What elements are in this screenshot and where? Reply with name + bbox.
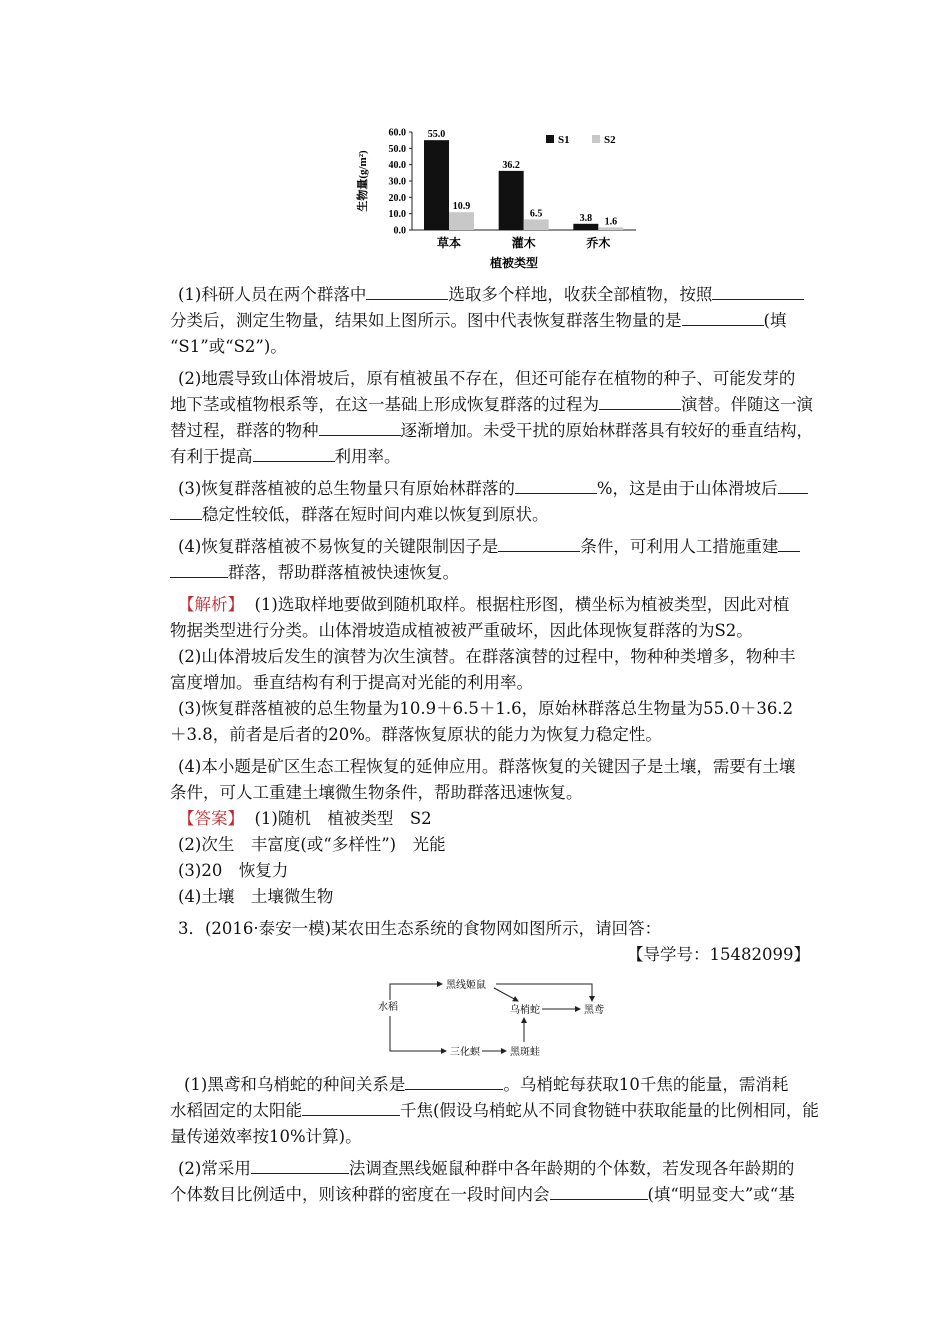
legend-label-s2: S2 xyxy=(604,134,616,146)
q2-p2-line2 xyxy=(170,392,813,418)
text: 法调查黑线姬鼠种群中各年龄期的个体数，若发现各年龄期的 xyxy=(348,1159,795,1178)
answer-blank xyxy=(253,447,335,462)
q2-p4-line1 xyxy=(178,534,818,560)
text: 条件，可利用人工措施重建 xyxy=(580,537,779,556)
node-snake: 乌梢蛇 xyxy=(510,1005,540,1016)
q2-p4-line2 xyxy=(170,560,810,586)
arrow-rice-borer xyxy=(390,1016,446,1051)
text: 稳定性较低，群落在短时间内难以恢复到原状。 xyxy=(202,505,549,524)
bar-s2 xyxy=(449,212,474,230)
q3-p1-line1 xyxy=(184,1072,824,1098)
text: 千焦(假设乌梢蛇从不同食物链中获取能量的比例相同，能 xyxy=(400,1101,819,1120)
text: 群落，帮助群落植被快速恢复。 xyxy=(228,563,459,582)
bar-s2 xyxy=(524,219,549,230)
node-borer: 三化螟 xyxy=(450,1047,480,1058)
answer-blank xyxy=(366,285,448,300)
q3-p1-line3: 量传递效率按10%计算)。 xyxy=(170,1127,362,1146)
text: (填 xyxy=(763,311,787,330)
text: (1)随机 植被类型 S2 xyxy=(254,809,432,828)
data-label: 10.9 xyxy=(452,201,471,213)
q2-p3-line1 xyxy=(178,476,818,502)
data-label: 1.6 xyxy=(604,216,618,228)
text: %，这是由于山体滑坡后 xyxy=(596,479,778,498)
q3-ref-number: 【导学号：15482099】 xyxy=(627,945,810,964)
q2-p2-line4 xyxy=(170,444,810,470)
y-tick-label: 0.0 xyxy=(393,225,406,237)
text: 替过程，群落的物种 xyxy=(170,421,319,440)
q2-p1-line1 xyxy=(178,282,818,308)
answer-blank xyxy=(319,421,401,436)
arrow-rice-mouse xyxy=(390,984,442,1000)
analysis-line8: 条件，可人工重建土壤微生物条件，帮助群落迅速恢复。 xyxy=(170,783,583,802)
text: 水稻固定的太阳能 xyxy=(170,1101,302,1120)
text: 选取多个样地，收获全部植物，按照 xyxy=(448,285,713,304)
text: 地下茎或植物根系等，在这一基础上形成恢复群落的过程为 xyxy=(170,395,599,414)
answer-blank xyxy=(302,1101,400,1116)
data-label: 36.2 xyxy=(502,159,520,171)
answer-line1 xyxy=(178,806,818,832)
bar-s1 xyxy=(424,140,449,230)
y-tick-label: 10.0 xyxy=(388,209,406,221)
node-kite: 黑鸢 xyxy=(584,1005,604,1016)
answer-blank xyxy=(682,311,764,326)
y-tick-label: 50.0 xyxy=(388,143,406,155)
text: (1)选取样地要做到随机取样。根据柱形图，横坐标为植被类型，因此对植 xyxy=(254,595,790,614)
text: (1)黑鸢和乌梢蛇的种间关系是 xyxy=(184,1075,406,1094)
x-tick-label: 草本 xyxy=(436,236,462,250)
q2-p1-line2 xyxy=(170,308,810,334)
text: 有利于提高 xyxy=(170,447,253,466)
analysis-line5: (3)恢复群落植被的总生物量为10.9＋6.5＋1.6，原始林群落总生物量为55.0＋36.2 xyxy=(178,699,794,718)
y-tick-label: 60.0 xyxy=(388,127,406,139)
answer-blank xyxy=(550,1185,648,1200)
bar-s1 xyxy=(499,171,524,230)
q2-p2-line1: (2)地震导致山体滑坡后，原有植被虽不存在，但还可能存在植物的种子、可能发芽的 xyxy=(178,369,796,388)
data-label: 6.5 xyxy=(529,208,543,220)
text: 演替。伴随这一演 xyxy=(681,395,813,414)
text: 分类后，测定生物量，结果如上图所示。图中代表恢复群落生物量的是 xyxy=(170,311,682,330)
arrow-mouse-snake xyxy=(494,988,518,1001)
analysis-line3: (2)山体滑坡后发生的演替为次生演替。在群落演替的过程中，物种种类增多，物种丰 xyxy=(178,647,796,666)
analysis-line2: 物据类型进行分类。山体滑坡造成植被被严重破坏，因此体现恢复群落的为S2。 xyxy=(170,621,753,640)
q2-p3-line2 xyxy=(170,502,810,528)
answer-blank xyxy=(405,1075,503,1090)
chart-svg xyxy=(350,118,640,278)
answer-blank xyxy=(498,537,580,552)
text: 逐渐增加。未受干扰的原始林群落具有较好的垂直结构， xyxy=(400,421,813,440)
answer-blank xyxy=(599,395,681,410)
data-label: 55.0 xyxy=(427,129,446,141)
q3-p2-line2 xyxy=(170,1182,810,1208)
bar-s1 xyxy=(573,224,598,230)
answer-blank xyxy=(778,479,808,494)
answer-blank xyxy=(515,479,597,494)
x-tick-label: 灌木 xyxy=(511,236,536,250)
food-web-diagram xyxy=(372,974,620,1066)
text: 。乌梢蛇每获取10千焦的能量，需消耗 xyxy=(503,1075,789,1094)
text: (填“明显变大”或“基 xyxy=(647,1185,795,1204)
legend-swatch-s1 xyxy=(546,135,554,143)
data-label: 3.8 xyxy=(579,212,593,224)
y-tick-label: 40.0 xyxy=(388,160,406,172)
node-rice: 水稻 xyxy=(378,1002,398,1013)
text: (3)恢复群落植被的总生物量只有原始林群落的 xyxy=(178,479,515,498)
x-tick-label: 乔木 xyxy=(586,236,611,250)
answer-tag: 【答案】 xyxy=(178,809,244,828)
answer-line4: (4)土壤 土壤微生物 xyxy=(178,887,334,906)
answer-line3: (3)20 恢复力 xyxy=(178,861,289,880)
answer-blank xyxy=(170,505,202,520)
answer-line2: (2)次生 丰富度(或“多样性”) 光能 xyxy=(178,835,446,854)
q3-p1-line2 xyxy=(170,1098,819,1124)
analysis-tag: 【解析】 xyxy=(178,595,244,614)
text: (2)常采用 xyxy=(178,1159,251,1178)
q3-heading: 3．(2016·泰安一模)某农田生态系统的食物网如图所示，请回答： xyxy=(178,919,662,938)
biomass-bar-chart xyxy=(350,118,640,278)
y-tick-label: 30.0 xyxy=(388,176,406,188)
y-tick-label: 20.0 xyxy=(388,192,406,204)
analysis-line6: ＋3.8，前者是后者的20%。群落恢复原状的能力为恢复力稳定性。 xyxy=(170,725,662,744)
food-web-svg xyxy=(372,974,620,1066)
text: (4)恢复群落植被不易恢复的关键限制因子是 xyxy=(178,537,499,556)
analysis-line4: 富度增加。垂直结构有利于提高对光能的利用率。 xyxy=(170,673,533,692)
q3-p2-line1 xyxy=(178,1156,818,1182)
y-axis-label: 生物量(g/m²) xyxy=(357,150,369,212)
text: 个体数目比例适中，则该种群的密度在一段时间内会 xyxy=(170,1185,550,1204)
answer-blank xyxy=(712,285,804,300)
answer-blank xyxy=(778,537,800,552)
answer-blank xyxy=(170,563,228,578)
analysis-line1 xyxy=(178,592,818,618)
q2-p2-line3 xyxy=(170,418,813,444)
node-frog: 黑斑蛙 xyxy=(510,1047,540,1058)
answer-blank xyxy=(251,1159,349,1174)
text: 利用率。 xyxy=(334,447,401,466)
analysis-line7: (4)本小题是矿区生态工程恢复的延伸应用。群落恢复的关键因子是土壤，需要有土壤 xyxy=(178,757,796,776)
q2-p1-line3: “S1”或“S2”)。 xyxy=(170,337,287,356)
arrow-mouse-kite xyxy=(496,984,592,1001)
text: (1)科研人员在两个群落中 xyxy=(178,285,367,304)
legend-label-s1: S1 xyxy=(558,134,570,146)
legend-swatch-s2 xyxy=(592,135,600,143)
x-axis-label: 植被类型 xyxy=(489,256,539,270)
node-mouse: 黑线姬鼠 xyxy=(446,980,486,991)
bar-s2 xyxy=(598,227,623,230)
